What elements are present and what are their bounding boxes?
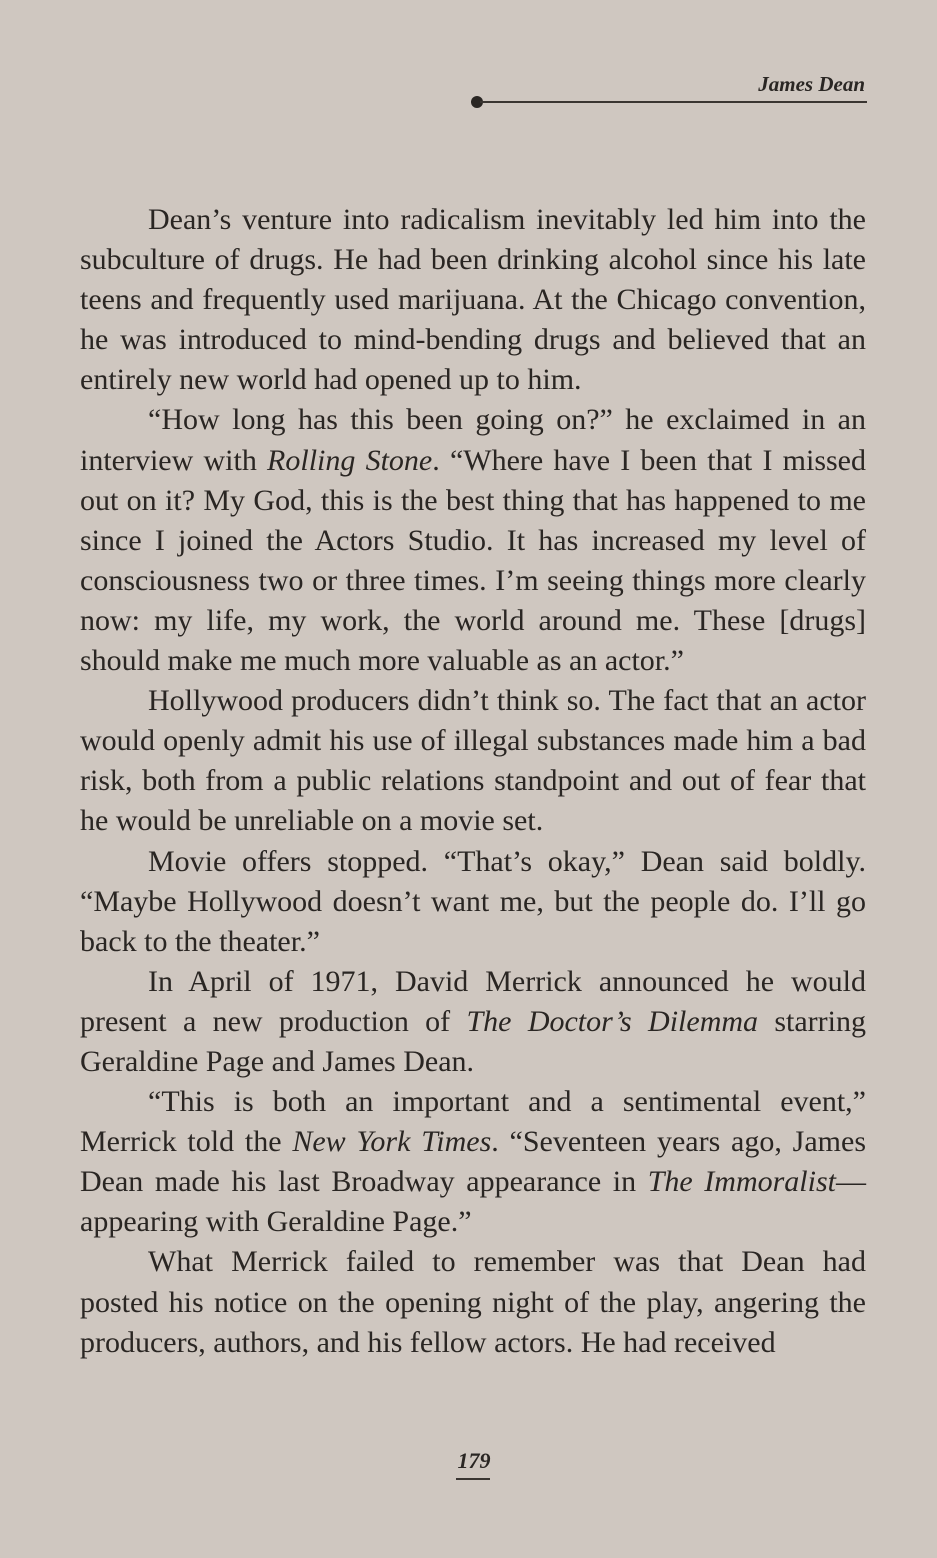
text-segment: Hollywood producers didn’t think so. The fact that an actor would openly admit his use of illegal substances made him a bad risk, both from a public relations standpoint and out of fear that he would be unreliable on a movie set.	[80, 684, 866, 838]
body-text	[80, 200, 866, 1363]
italic-title: New York Times	[292, 1125, 492, 1159]
text-segment: “This is both an important and a sentimental event,” Merrick told the	[80, 1085, 866, 1159]
text-segment: “How long has this been going on?” he exclaimed in an interview with	[80, 403, 866, 477]
paragraph	[80, 400, 866, 681]
page-number: 179	[457, 1448, 491, 1473]
text-segment: In April of 1971, David Merrick announced he would present a new production of	[80, 964, 866, 1038]
italic-title: Rolling Stone	[267, 443, 433, 477]
paragraph	[80, 200, 866, 400]
paragraph	[80, 1082, 866, 1242]
text-segment: Movie offers stopped. “That’s okay,” Dean said boldly. “Maybe Hollywood doesn’t want me, but the people do. I’ll go back to the theater.”	[80, 844, 866, 958]
header-rule	[480, 101, 867, 103]
italic-title: The Immoralist	[647, 1165, 836, 1199]
paragraph	[80, 1242, 866, 1362]
text-segment: . “Seventeen years ago, James Dean made his last Broadway appearance in	[80, 1125, 866, 1199]
text-segment: . “Where have I been that I missed out on it? My God, this is the best thing that has happened to me since I joined the Actors Studio. It has increased my level of consciousness two or three times. I’m seeing things more clearly now: my life, my work, the world around me. These [drugs] should make me much more valuable as an actor.”	[80, 443, 866, 678]
paragraph	[80, 842, 866, 962]
page-number-rule	[456, 1478, 490, 1480]
paragraph	[80, 681, 866, 841]
text-segment: Dean’s venture into radicalism inevitably led him into the subculture of drugs. He had been drinking alcohol since his late teens and frequently used marijuana. At the Chicago convention, he was introduced to mind-bending drugs and believed that an entirely new world had opened up to him.	[80, 203, 866, 397]
text-segment: starring Geraldine Page and James Dean.	[80, 1004, 866, 1078]
running-head: James Dean	[758, 72, 865, 96]
text-segment: — appearing with Geraldine Page.”	[80, 1165, 866, 1239]
italic-title: The Doctor’s Dilemma	[466, 1004, 759, 1038]
paragraph	[80, 962, 866, 1082]
text-segment: What Merrick failed to remember was that Dean had posted his notice on the opening night of the play, angering the producers, authors, and his fellow actors. He had received	[80, 1245, 866, 1359]
